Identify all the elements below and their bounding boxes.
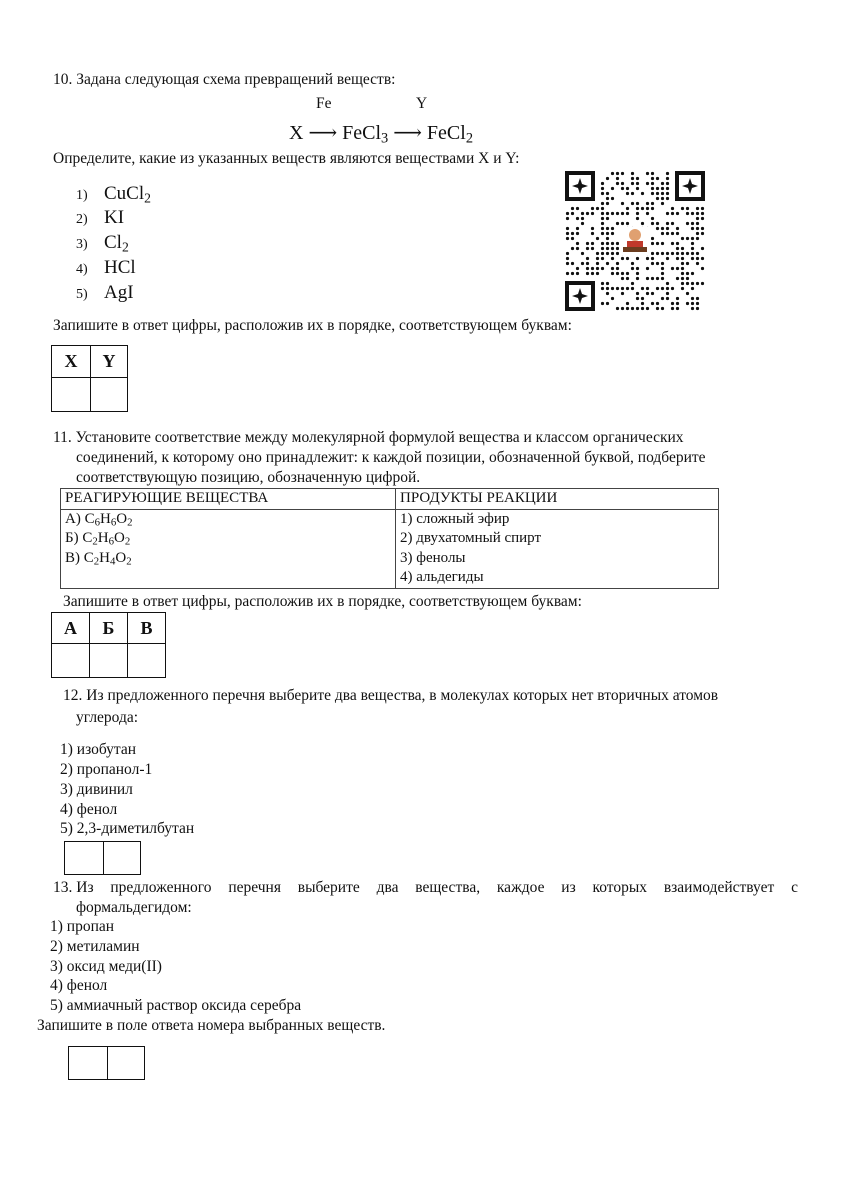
scheme-arrow-1: ⟶ <box>308 122 338 144</box>
q12-option-5: 5) 2,3-диметилбутан <box>60 820 195 837</box>
q13-option-4: 4) фенол <box>50 977 108 994</box>
scheme-end: FeCl$_2$ <box>426 122 474 147</box>
answer-cell-2[interactable] <box>104 842 141 875</box>
scheme-mid: FeCl$_3$ <box>342 122 389 147</box>
answer-cell-x[interactable] <box>52 378 91 412</box>
q10-scheme <box>289 122 474 147</box>
q13-title-line1 <box>53 880 798 896</box>
reagents-cell <box>61 509 396 588</box>
q13-option-1: 1) пропан <box>50 918 115 935</box>
q13-title-line2: формальдегидом: <box>76 899 192 916</box>
q13-word: каждое <box>496 879 545 896</box>
q10-option-1: 1) CuCl$_2$ <box>76 183 151 206</box>
q12-option-2: 2) пропанол-1 <box>60 761 153 778</box>
q10-answer-table <box>51 345 128 412</box>
q13-word: из <box>561 879 576 896</box>
q10-question: Определите, какие из указанных веществ являются веществами X и Y: <box>53 150 520 167</box>
q13-option-5: 5) аммиачный раствор оксида серебра <box>50 997 302 1014</box>
q13-word: два <box>376 879 399 896</box>
q13-word: взаимодействует <box>663 879 775 896</box>
answer-cell-1[interactable] <box>65 842 104 875</box>
q10-option-2: 2) KI <box>76 207 125 228</box>
answer-cell-2[interactable] <box>108 1047 145 1080</box>
q13-word: предложенного <box>110 879 212 896</box>
product-item: 2) двухатомный спирт <box>400 530 542 546</box>
q13-word: с <box>791 879 798 896</box>
col-header-reagents: РЕАГИРУЮЩИЕ ВЕЩЕСТВА <box>61 489 396 510</box>
answer-cell-y[interactable] <box>91 378 128 412</box>
answer-header-a: А <box>52 613 90 644</box>
q12-option-1: 1) изобутан <box>60 741 137 758</box>
q12-answer-table <box>64 841 141 875</box>
q11-title-line3: соответствующую позицию, обозначенную цифрой. <box>76 469 421 486</box>
q10-instruction: Запишите в ответ цифры, расположив их в порядке, соответствующем буквам: <box>53 317 572 334</box>
answer-cell-b[interactable] <box>90 644 128 678</box>
product-item: 1) сложный эфир <box>400 510 510 527</box>
products-cell <box>396 509 719 588</box>
q11-title-line1: 11. Установите соответствие между молекулярной формулой вещества и классом органических <box>53 429 684 446</box>
reagent-item-a: А) $C_6H_6O_2$ <box>65 510 133 529</box>
q13-option-2: 2) метиламин <box>50 938 140 955</box>
q13-word: выберите <box>297 879 360 896</box>
answer-header-y: Y <box>91 346 128 378</box>
q10-reagent-2: Y <box>416 95 428 112</box>
col-header-products: ПРОДУКТЫ РЕАКЦИИ <box>396 489 719 510</box>
answer-header-v: В <box>128 613 166 644</box>
answer-header-b: Б <box>90 613 128 644</box>
q12-title-line1: 12. Из предложенного перечня выберите два вещества, в молекулах которых нет вторичных атомов <box>63 687 719 704</box>
q11-instruction: Запишите в ответ цифры, расположив их в порядке, соответствующем буквам: <box>63 593 582 610</box>
product-item: 4) альдегиды <box>400 569 484 585</box>
answer-cell-v[interactable] <box>128 644 166 678</box>
q13-option-3: 3) оксид меди(II) <box>50 958 162 975</box>
answer-cell-1[interactable] <box>69 1047 108 1080</box>
q10-title: 10. Задана следующая схема превращений веществ: <box>53 71 396 88</box>
q10-option-5: 5) AgI <box>76 282 134 303</box>
scheme-start: X <box>289 122 304 144</box>
q11-title-line2: соединений, к которому оно принадлежит: к каждой позиции, обозначенной буквой, подберите <box>76 449 706 466</box>
qr-code <box>565 171 705 311</box>
q13-word: вещества, <box>415 879 481 896</box>
reagent-item-b: Б) $C_2H_6O_2$ <box>65 530 131 548</box>
q13-answer-table <box>68 1046 145 1080</box>
q13-word: 13. Из <box>53 879 94 896</box>
answer-cell-a[interactable] <box>52 644 90 678</box>
answer-header-x: X <box>52 346 91 378</box>
q13-instruction: Запишите в поле ответа номера выбранных веществ. <box>37 1017 386 1034</box>
q11-answer-table <box>51 612 166 678</box>
q12-title-line2: углерода: <box>76 709 139 726</box>
q13-word: которых <box>592 879 648 896</box>
product-item: 3) фенолы <box>400 549 466 566</box>
q11-match-table <box>60 488 719 589</box>
q13-word: перечня <box>228 879 281 896</box>
reagent-item-v: В) $C_2H_4O_2$ <box>65 549 132 568</box>
q10-option-4: 4) HCl <box>76 257 136 278</box>
q10-reagent-1: Fe <box>316 95 332 112</box>
scheme-arrow-2: ⟶ <box>393 122 422 144</box>
q10-option-3: 3) $Cl_2$ <box>76 232 129 255</box>
q12-option-4: 4) фенол <box>60 801 118 818</box>
q12-option-3: 3) дивинил <box>60 781 133 798</box>
